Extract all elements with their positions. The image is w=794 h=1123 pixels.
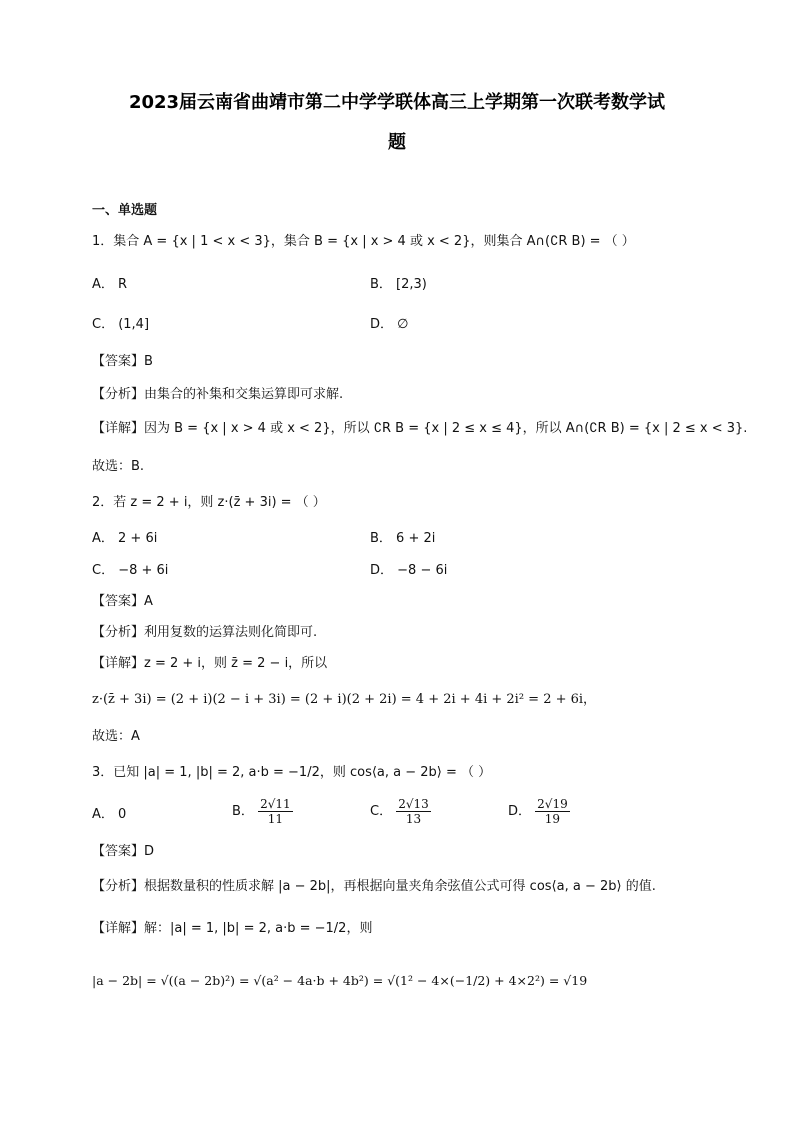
q1-stem: 1．集合 A = {x | 1 < x < 3}，集合 B = {x | x > 4 或 x < 2}，则集合 A∩(∁R B) = （ ） xyxy=(92,234,635,249)
q3-option-d-label: D． xyxy=(508,804,532,819)
q3-option-c-label: C． xyxy=(370,804,393,819)
q3-option-d-numerator: 2√19 xyxy=(537,797,568,811)
section-heading: 一、单选题 xyxy=(92,203,158,218)
q2-option-a: A． 2 + 6i xyxy=(92,531,158,546)
q3-option-b xyxy=(232,797,293,826)
q2-option-b: B． 6 + 2i xyxy=(370,531,436,546)
q3-option-b-numerator: 2√11 xyxy=(260,797,291,811)
q2-choice: 故选：A xyxy=(92,729,140,744)
q2-stem: 2．若 z = 2 + i，则 z·(z̄ + 3i) = （ ） xyxy=(92,495,326,510)
q1-option-c: C． (1,4] xyxy=(92,317,150,332)
q1-choice: 故选：B. xyxy=(92,459,145,474)
q2-option-d: D． −8 − 6i xyxy=(370,563,448,578)
q3-option-a: A． 0 xyxy=(92,807,127,822)
q2-detail: 【详解】z = 2 + i，则 z̄ = 2 − i，所以 xyxy=(92,656,328,671)
q1-option-d: D． ∅ xyxy=(370,317,409,332)
q3-analysis: 【分析】根据数量积的性质求解 |a − 2b|，再根据向量夹角余弦值公式可得 cos⟨a, a − 2b⟩ 的值. xyxy=(92,879,656,894)
q3-option-c-fraction xyxy=(396,797,431,826)
q3-answer: 【答案】D xyxy=(92,844,155,859)
q2-analysis: 【分析】利用复数的运算法则化简即可. xyxy=(92,625,318,640)
q1-answer: 【答案】B xyxy=(92,354,153,369)
q3-option-c xyxy=(370,797,431,826)
q3-option-c-numerator: 2√13 xyxy=(398,797,429,811)
q3-option-b-label: B． xyxy=(232,804,254,819)
q3-stem: 3．已知 |a| = 1, |b| = 2, a·b = −1/2，则 cos⟨a, a − 2b⟩ = （ ） xyxy=(92,765,492,780)
q3-detail: 【详解】解：|a| = 1, |b| = 2, a·b = −1/2，则 xyxy=(92,921,373,936)
q1-detail: 【详解】因为 B = {x | x > 4 或 x < 2}，所以 ∁R B = {x | 2 ≤ x ≤ 4}，所以 A∩(∁R B) = {x | 2 ≤ x < 3}. xyxy=(92,421,748,436)
q3-calculation: |a − 2b| = √((a − 2b)²) = √(a² − 4a·b + 4b²) = √(1² − 4×(−1/2) + 4×2²) = √19 xyxy=(92,973,588,988)
q1-option-b: B． [2,3) xyxy=(370,277,427,292)
q3-option-c-denominator: 13 xyxy=(405,812,422,826)
q3-option-d-fraction xyxy=(535,797,570,826)
q2-calculation: z·(z̄ + 3i) = (2 + i)(2 − i + 3i) = (2 + i)(2 + 2i) = 4 + 2i + 4i + 2i² = 2 + 6i， xyxy=(92,692,597,707)
q1-analysis: 【分析】由集合的补集和交集运算即可求解. xyxy=(92,387,344,402)
q3-option-b-denominator: 11 xyxy=(267,812,283,826)
q1-option-a: A． R xyxy=(92,277,128,292)
document-title-line-2: 题 xyxy=(388,132,406,153)
q3-option-d-denominator: 19 xyxy=(544,812,561,826)
q3-option-b-fraction xyxy=(258,797,293,826)
document-title-line-1: 2023届云南省曲靖市第二中学学联体高三上学期第一次联考数学试 xyxy=(128,92,666,113)
q2-answer: 【答案】A xyxy=(92,594,153,609)
q2-option-c: C． −8 + 6i xyxy=(92,563,169,578)
q3-option-d xyxy=(508,797,570,826)
